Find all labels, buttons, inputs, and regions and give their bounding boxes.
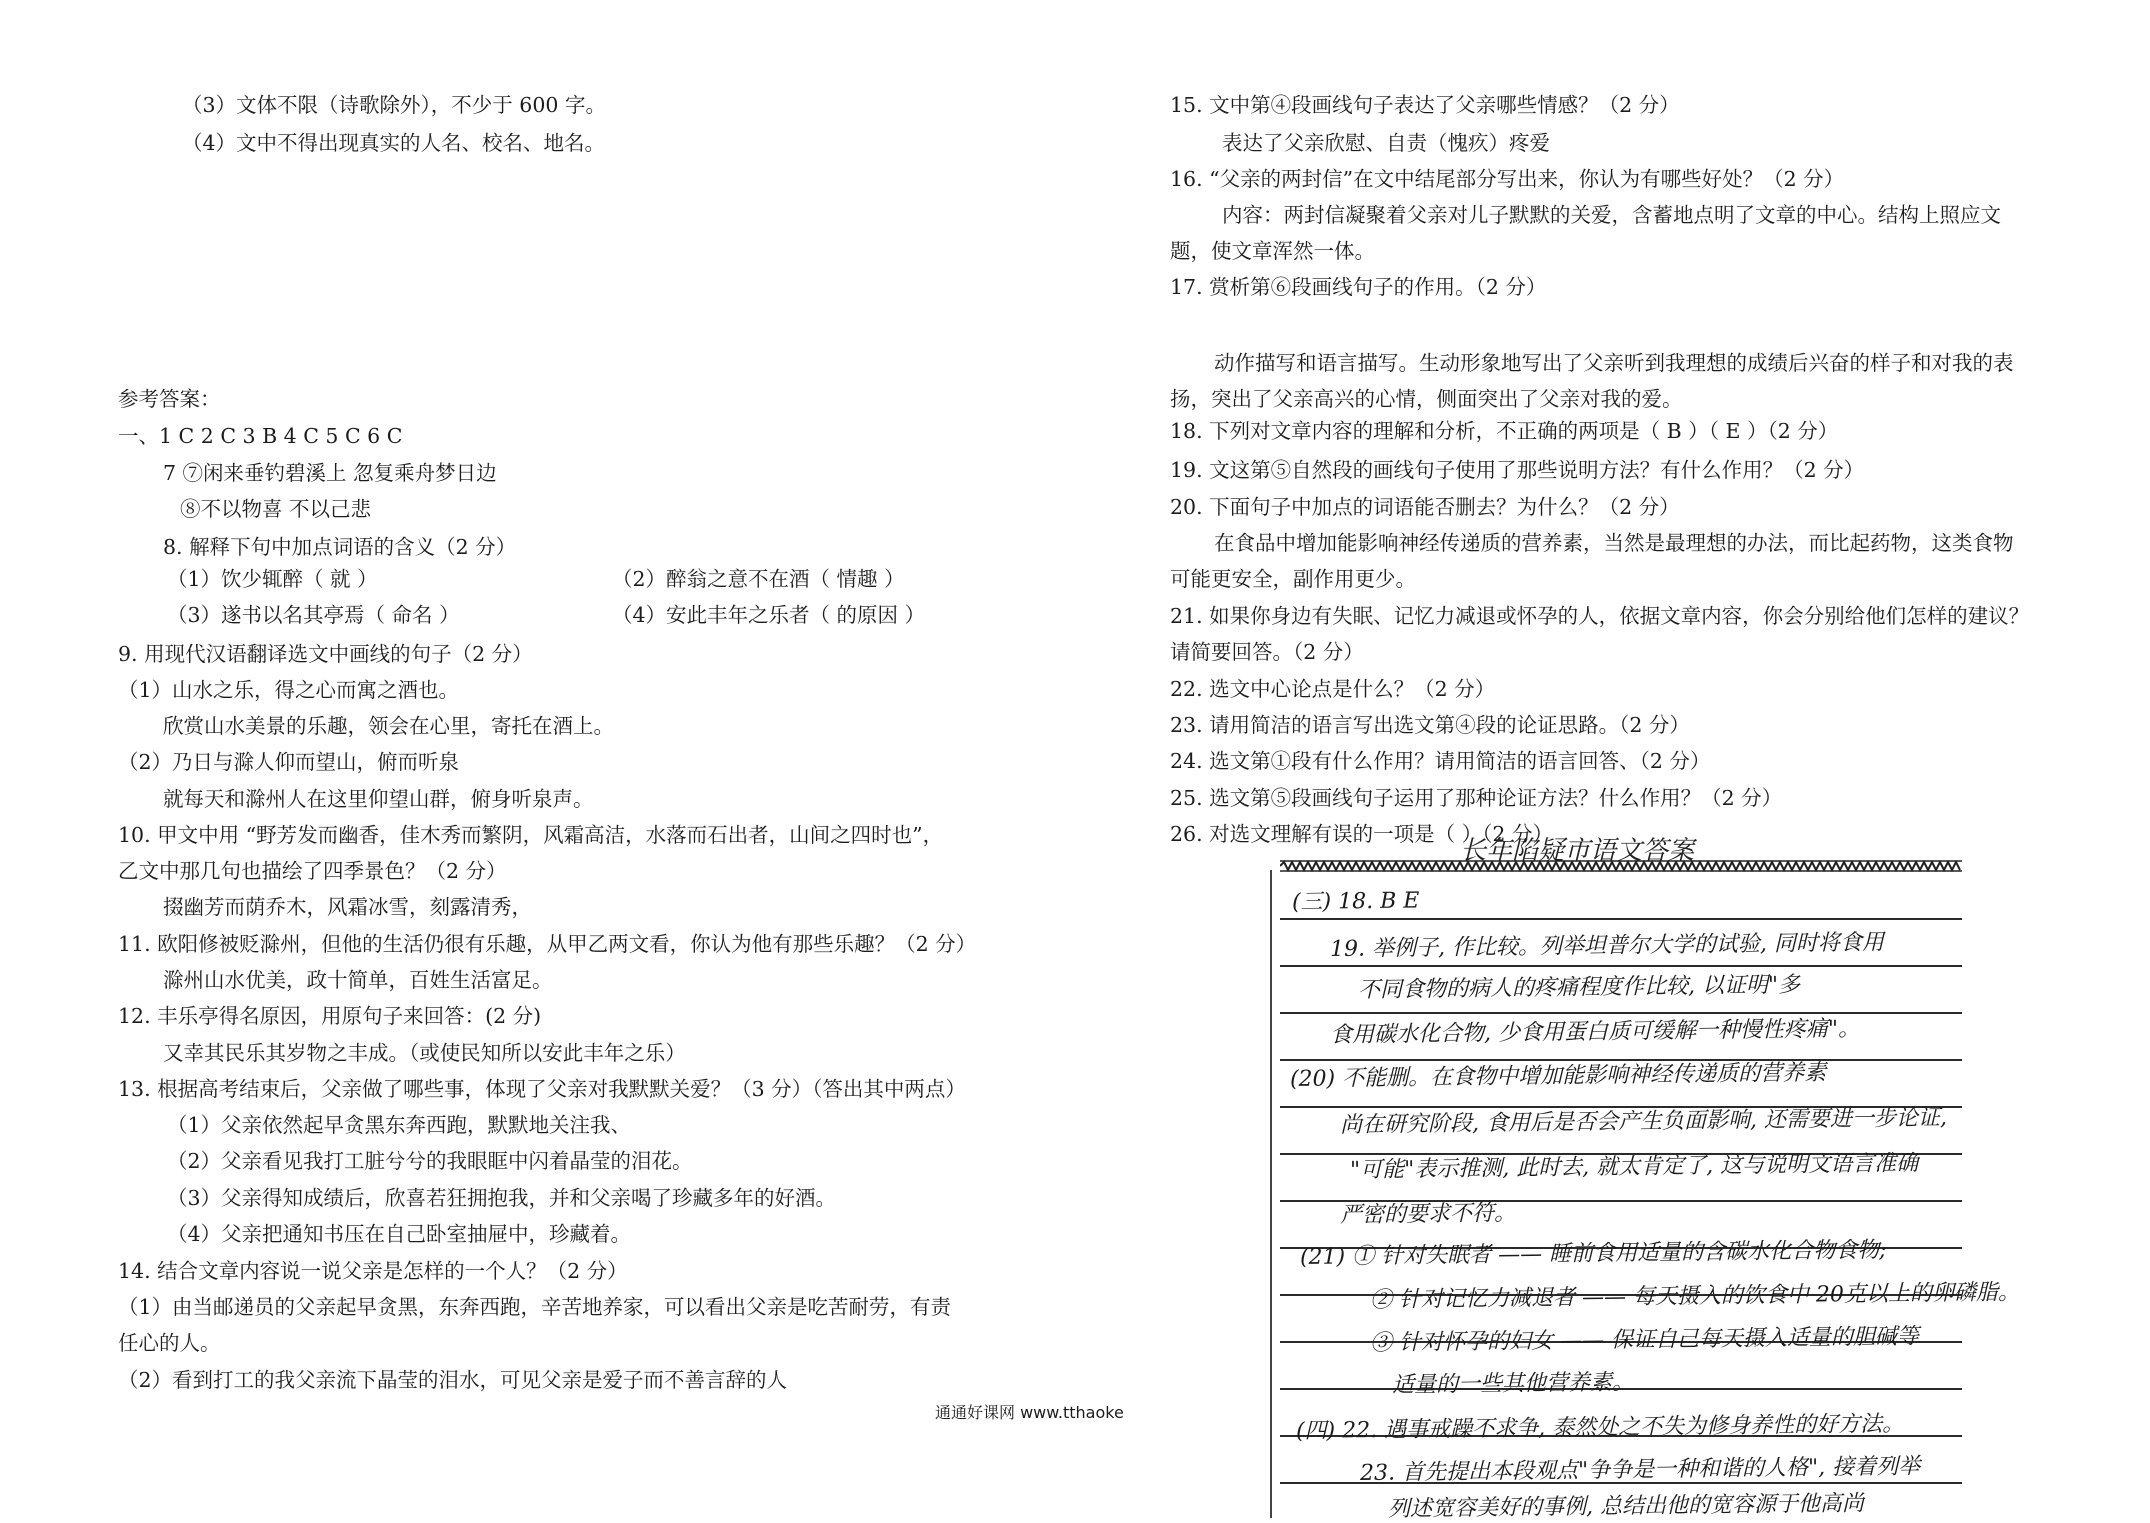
text-line: （4）安此丰年之乐者（ 的原因 ） — [612, 603, 926, 627]
handwritten-line: 23. 首先提出本段观点"争争是一种和谐的人格", 接着列举 — [1359, 1454, 1921, 1486]
text-line: 14. 结合文章内容说一说父亲是怎样的一个人？（2 分） — [118, 1259, 628, 1283]
text-line: 掇幽芳而荫乔木，风霜冰雪，刻露清秀， — [163, 895, 532, 919]
handwritten-line: 19. 举例子, 作比较。列举坦普尔大学的试验, 同时将食用 — [1329, 930, 1885, 962]
handwritten-line: 适量的一些其他营养素。 — [1391, 1370, 1635, 1398]
left-margin-line — [1270, 870, 1272, 1518]
text-line: 乙文中那几句也描绘了四季景色？（2 分） — [118, 859, 507, 883]
text-line: （1）父亲依然起早贪黑东奔西跑，默默地关注我、 — [167, 1113, 632, 1137]
handwritten-line: ③ 针对怀孕的妇女 —— 保证自己每天摄入适量的胆碱等 — [1369, 1324, 1920, 1356]
text-line: 内容：两封信凝聚着父亲对儿子默默的关爱，含蓄地点明了文章的中心。结构上照应文 — [1222, 203, 2001, 227]
text-line: （1）由当邮递员的父亲起早贪黑，东奔西跑，辛苦地养家，可以看出父亲是吃苦耐劳，有责 — [118, 1295, 952, 1319]
handwritten-line: 尚在研究阶段, 食用后是否会产生负面影响, 还需要进一步论证, — [1339, 1105, 1948, 1138]
text-line: 11. 欧阳修被贬滁州，但他的生活仍很有乐趣，从甲乙两文看，你认为他有那些乐趣？（2 分） — [118, 932, 977, 956]
text-line: （4）父亲把通知书压在自己卧室抽屉中，珍藏着。 — [167, 1222, 632, 1246]
text-line: 24. 选文第①段有什么作用？请用简洁的语言回答、（2 分） — [1170, 749, 1711, 773]
text-line: （3）文体不限（诗歌除外），不少于 600 字。 — [182, 93, 606, 117]
text-line: 17. 赏析第⑥段画线句子的作用。（2 分） — [1170, 275, 1547, 299]
handwritten-line: ② 针对记忆力减退者 —— 每天摄入的饮食中 20克以上的卵磷脂。 — [1369, 1280, 2021, 1313]
text-line: 任心的人。 — [118, 1331, 221, 1355]
handwritten-line: 严密的要求不符。 — [1339, 1200, 1517, 1228]
text-line: 19. 文这第⑤自然段的画线句子使用了那些说明方法？有什么作用？（2 分） — [1170, 458, 1865, 482]
handwritten-line: "可能"表示推测, 此时去, 就太肯定了, 这与说明文语言准确 — [1349, 1151, 1919, 1183]
text-line: 在食品中增加能影响神经传递质的营养素，当然是最理想的办法，而比起药物，这类食物 — [1214, 531, 2014, 555]
text-line: 16. “父亲的两封信”在文中结尾部分写出来，你认为有哪些好处？（2 分） — [1170, 167, 1845, 191]
handwritten-line: (20) 不能删。在食物中增加能影响神经传递质的营养素 — [1289, 1060, 1827, 1092]
text-line: 动作描写和语言描写。生动形象地写出了父亲听到我理想的成绩后兴奋的样子和对我的表 — [1214, 351, 2014, 375]
text-line: （2）醉翁之意不在酒（ 情趣 ） — [612, 567, 905, 591]
text-line: （1）饮少辄醉（ 就 ） — [167, 567, 378, 591]
ruled-line — [1280, 965, 1962, 967]
text-line: 20. 下面句子中加点的词语能否删去？为什么？（2 分） — [1170, 495, 1680, 519]
text-line: 欣赏山水美景的乐趣，领会在心里，寄托在酒上。 — [163, 714, 614, 738]
text-line: 滁州山水优美，政十简单，百姓生活富足。 — [163, 968, 553, 992]
text-line: 23. 请用简洁的语言写出选文第④段的论证思路。（2 分） — [1170, 713, 1690, 737]
text-line: 25. 选文第⑤段画线句子运用了那种论证方法？什么作用？（2 分） — [1170, 786, 1783, 810]
text-line: 13. 根据高考结束后，父亲做了哪些事，体现了父亲对我默默关爱？（3 分）（答出其中两点） — [118, 1077, 966, 1101]
text-line: 22. 选文中心论点是什么？（2 分） — [1170, 677, 1496, 701]
text-line: 题，使文章浑然一体。 — [1170, 239, 1375, 263]
handwritten-line: (四) 22. 遇事戒躁不求争, 泰然处之不失为修身养性的好方法。 — [1295, 1411, 1905, 1444]
text-line: 表达了父亲欣慰、自责（愧疚）疼爱 — [1222, 131, 1550, 155]
text-line: 一、1 C 2 C 3 B 4 C 5 C 6 C — [118, 424, 403, 448]
text-line: 又幸其民乐其岁物之丰成。（或使民知所以安此丰年之乐） — [163, 1041, 686, 1065]
text-line: 12. 丰乐亭得名原因，用原句子来回答：(2 分) — [118, 1004, 542, 1028]
handwritten-title: 长年陷疑市语文答案 — [1460, 836, 1695, 866]
text-line: 26. 对选文理解有误的一项是（ ）（2 分） — [1170, 822, 1553, 846]
text-line: （2）看到打工的我父亲流下晶莹的泪水，可见父亲是爱子而不善言辞的人 — [118, 1368, 788, 1392]
text-line: （3）遂书以名其亭焉（ 命名 ） — [167, 603, 460, 627]
text-line: 8. 解释下句中加点词语的含义（2 分） — [163, 535, 517, 559]
handwritten-line: 食用碳水化合物, 少食用蛋白质可缓解一种慢性疼痛"。 — [1329, 1016, 1861, 1048]
text-line: 18. 下列对文章内容的理解和分析，不正确的两项是（ B ）（ E ）（2 分） — [1170, 419, 1839, 443]
text-line: （3）父亲得知成绩后，欣喜若狂拥抱我，并和父亲喝了珍藏多年的好酒。 — [167, 1186, 837, 1210]
footer-watermark: 通通好课网 www.tthaoke — [935, 1403, 1124, 1422]
text-line: ⑧不以物喜 不以己悲 — [180, 497, 372, 521]
handwritten-line: 不同食物的病人的疼痛程度作比较, 以证明"多 — [1357, 972, 1801, 1003]
zigzag-border — [1280, 860, 1962, 872]
text-line: 21. 如果你身边有失眠、记忆力减退或怀孕的人，依据文章内容，你会分别给他们怎样的建议？ — [1170, 604, 2030, 628]
text-line: 就每天和滁州人在这里仰望山群，俯身听泉声。 — [163, 787, 594, 811]
text-line: （2）乃日与滁人仰而望山，俯而听泉 — [118, 750, 460, 774]
text-line: 7 ⑦闲来垂钓碧溪上 忽复乘舟梦日边 — [163, 461, 497, 485]
ruled-line — [1280, 918, 1962, 920]
handwritten-line: 列述宽容美好的事例, 总结出他的宽容源于他高尚 — [1387, 1491, 1865, 1522]
answers-heading: 参考答案： — [118, 387, 221, 411]
handwritten-line: (21) ① 针对失眠者 —— 睡前食用适量的含碳水化合物食物; — [1299, 1237, 1887, 1270]
handwritten-line: (三) 18. B E — [1291, 888, 1420, 915]
text-line: （2）父亲看见我打工脏兮兮的我眼眶中闪着晶莹的泪花。 — [167, 1149, 693, 1173]
text-line: （4）文中不得出现真实的人名、校名、地名。 — [182, 131, 606, 155]
text-line: 9. 用现代汉语翻译选文中画线的句子（2 分） — [118, 642, 533, 666]
text-line: 15. 文中第④段画线句子表达了父亲哪些情感？（2 分） — [1170, 93, 1680, 117]
text-line: （1）山水之乐，得之心而寓之酒也。 — [118, 678, 460, 702]
text-line: 10. 甲文中用 “野芳发而幽香，佳木秀而繁阴，风霜高洁，水落而石出者，山间之四时也”， — [118, 823, 944, 847]
text-line: 请简要回答。（2 分） — [1170, 640, 1364, 664]
text-line: 扬，突出了父亲高兴的心情，侧面突出了父亲对我的爱。 — [1170, 387, 1683, 411]
text-line: 可能更安全，副作用更少。 — [1170, 567, 1416, 591]
